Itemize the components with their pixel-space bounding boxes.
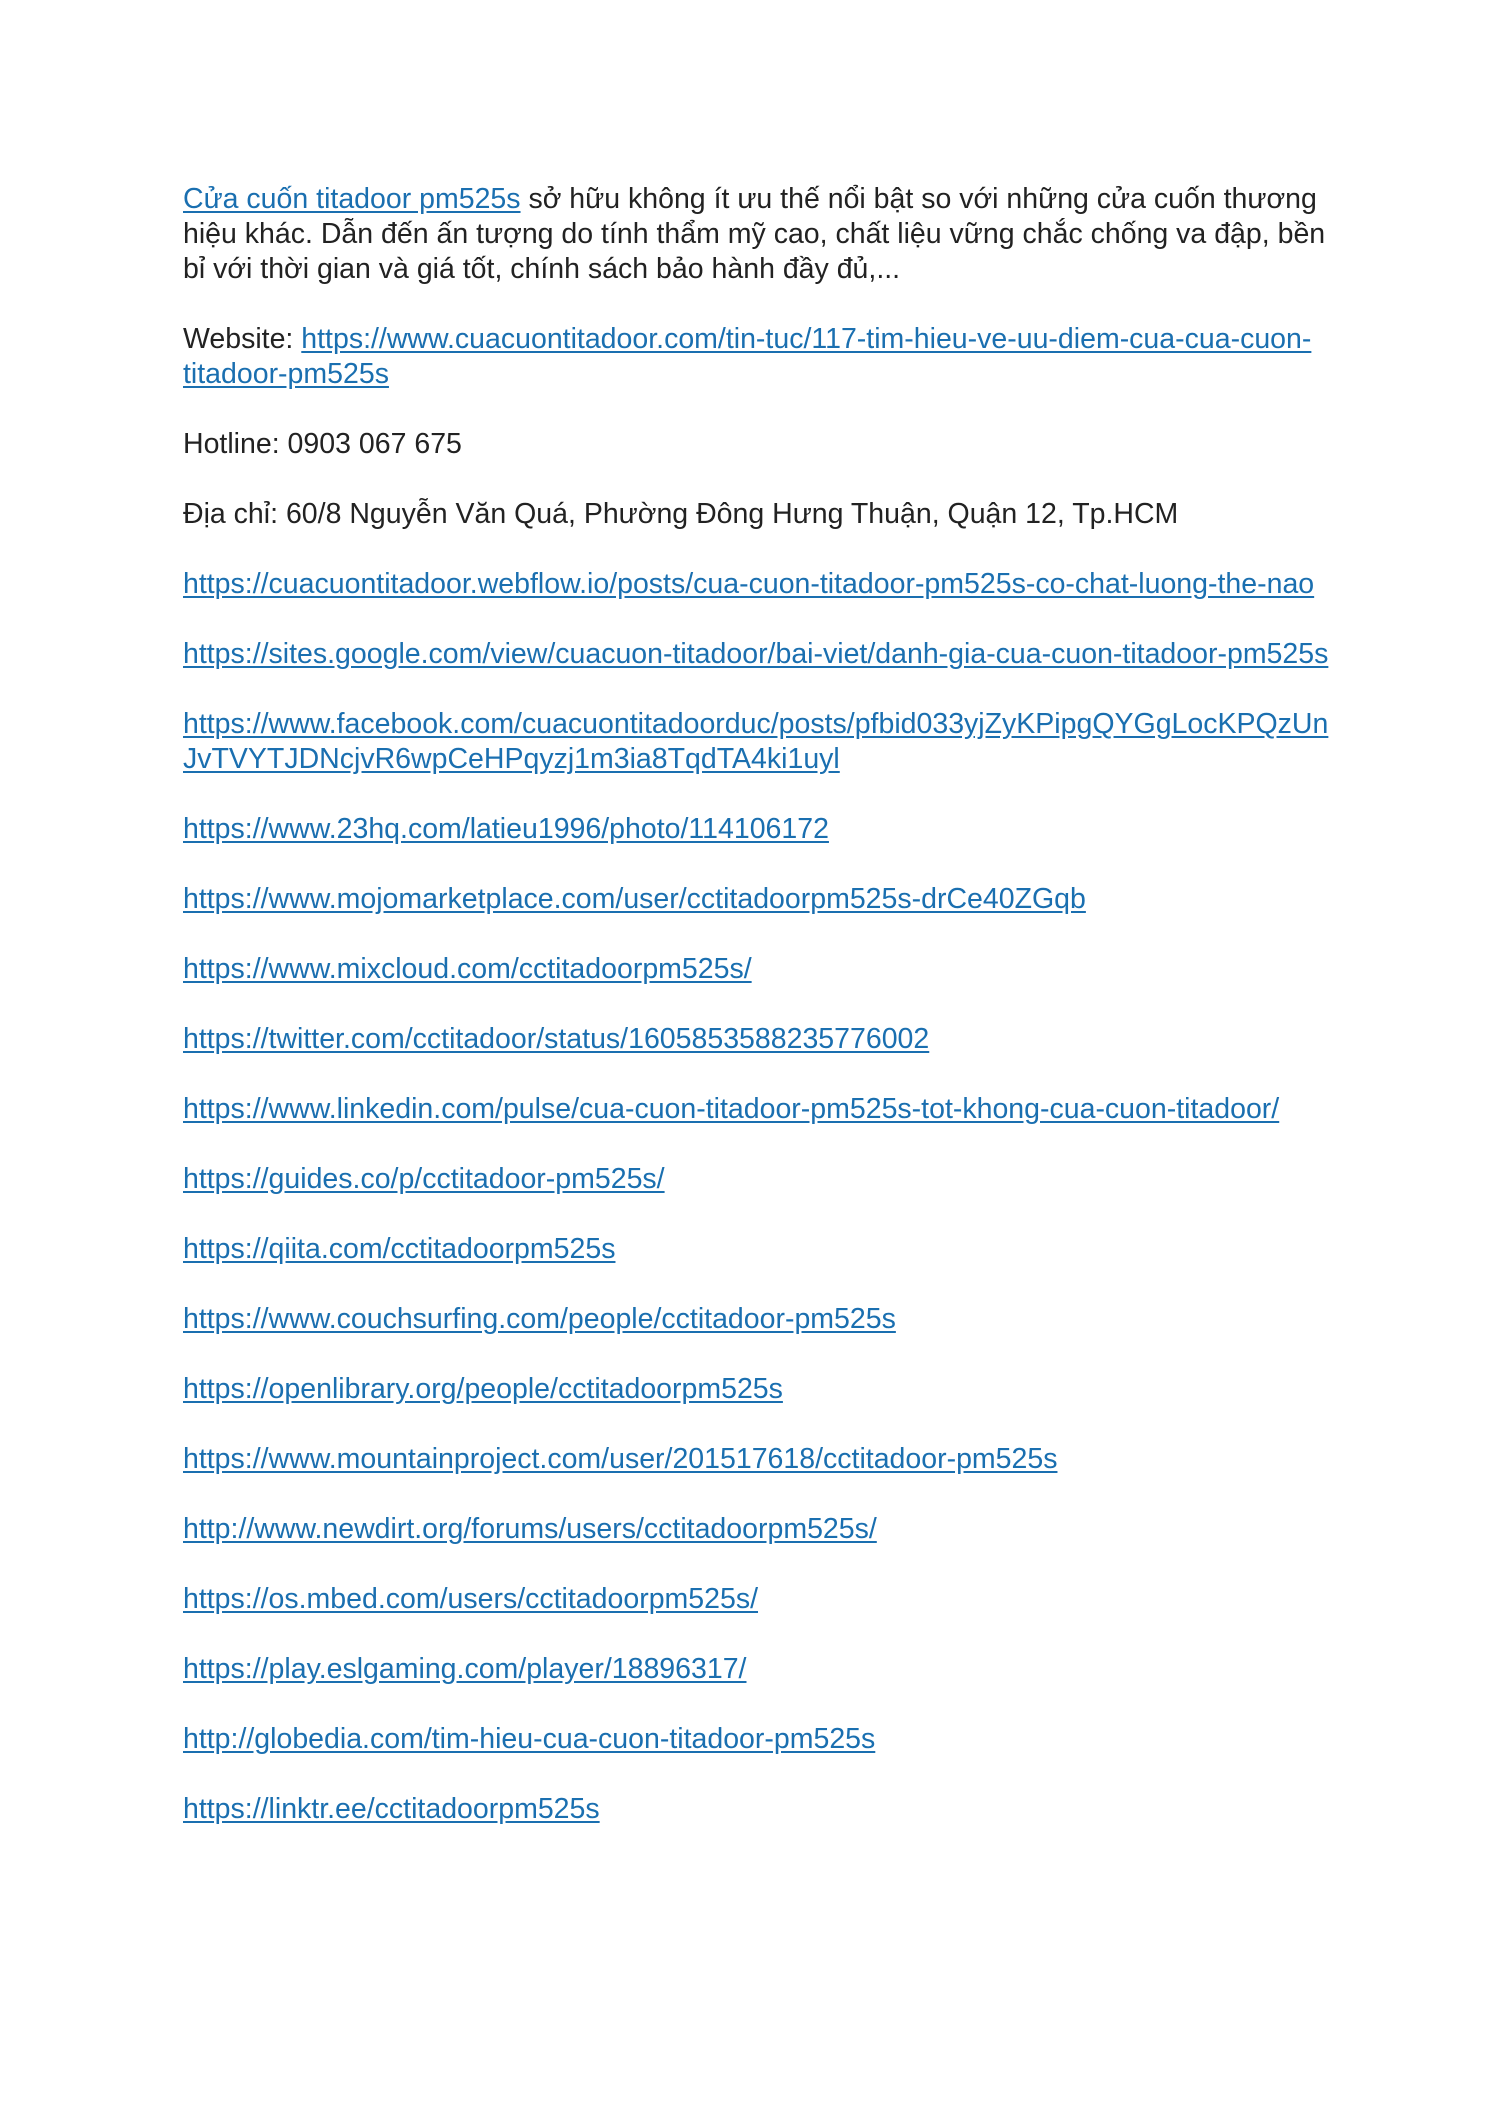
link[interactable]: https://cuacuontitadoor.webflow.io/posts/cua-cuon-titadoor-pm525s-co-chat-luong-the-nao xyxy=(183,568,1315,600)
link[interactable]: https://twitter.com/cctitadoor/status/1605853588235776002 xyxy=(183,1023,930,1055)
link-item xyxy=(183,1652,1331,1687)
link-item xyxy=(183,952,1331,987)
link-item xyxy=(183,1232,1331,1267)
link-item xyxy=(183,637,1331,672)
website-label: Website: xyxy=(183,323,302,355)
link[interactable]: https://www.23hq.com/latieu1996/photo/114106172 xyxy=(183,813,829,845)
link[interactable]: http://globedia.com/tim-hieu-cua-cuon-titadoor-pm525s xyxy=(183,1723,876,1755)
link-item xyxy=(183,1372,1331,1407)
link[interactable]: https://www.mojomarketplace.com/user/cctitadoorpm525s-drCe40ZGqb xyxy=(183,883,1086,915)
link[interactable]: https://openlibrary.org/people/cctitadoorpm525s xyxy=(183,1373,783,1405)
link-item xyxy=(183,1022,1331,1057)
link-item xyxy=(183,567,1331,602)
link-item xyxy=(183,812,1331,847)
link-item xyxy=(183,882,1331,917)
link[interactable]: https://www.mountainproject.com/user/201517618/cctitadoor-pm525s xyxy=(183,1443,1058,1475)
link-item xyxy=(183,1302,1331,1337)
link-item xyxy=(183,1092,1331,1127)
link-item xyxy=(183,1162,1331,1197)
intro-text: sở hữu không ít ưu thế nổi bật so với những cửa cuốn thương hiệu khác. Dẫn đến ấn tượng do tính thẩm mỹ cao, chất liệu vững chắc chống va đập, bền bỉ với thời gian và giá tốt, chính sách bảo hành đầy đủ,... xyxy=(183,183,1326,285)
link-item xyxy=(183,1722,1331,1757)
link-item xyxy=(183,707,1331,777)
link[interactable]: https://qiita.com/cctitadoorpm525s xyxy=(183,1233,616,1265)
intro-paragraph xyxy=(183,182,1331,287)
document-page xyxy=(183,182,1331,1862)
link[interactable]: https://www.facebook.com/cuacuontitadoorduc/posts/pfbid033yjZyKPipgQYGgLocKPQzUnJvTVYTJDNcjvR6wpCeHPqyzj1m3ia8TqdTA4ki1uyl xyxy=(183,708,1329,775)
intro-link[interactable]: Cửa cuốn titadoor pm525s xyxy=(183,183,521,215)
link-item xyxy=(183,1512,1331,1547)
link[interactable]: http://www.newdirt.org/forums/users/cctitadoorpm525s/ xyxy=(183,1513,877,1545)
link[interactable]: https://www.couchsurfing.com/people/cctitadoor-pm525s xyxy=(183,1303,896,1335)
link-list xyxy=(183,567,1331,1827)
link[interactable]: https://linktr.ee/cctitadoorpm525s xyxy=(183,1793,600,1825)
link[interactable]: https://sites.google.com/view/cuacuon-titadoor/bai-viet/danh-gia-cua-cuon-titadoor-pm525s xyxy=(183,638,1329,670)
website-paragraph xyxy=(183,322,1331,392)
link-item xyxy=(183,1792,1331,1827)
hotline: Hotline: 0903 067 675 xyxy=(183,428,462,460)
link[interactable]: https://os.mbed.com/users/cctitadoorpm525s/ xyxy=(183,1583,759,1615)
link[interactable]: https://guides.co/p/cctitadoor-pm525s/ xyxy=(183,1163,665,1195)
link-item xyxy=(183,1442,1331,1477)
website-link[interactable]: https://www.cuacuontitadoor.com/tin-tuc/117-tim-hieu-ve-uu-diem-cua-cua-cuon-titadoor-pm525s xyxy=(183,323,1312,390)
link-item xyxy=(183,1582,1331,1617)
link[interactable]: https://www.linkedin.com/pulse/cua-cuon-titadoor-pm525s-tot-khong-cua-cuon-titadoor/ xyxy=(183,1093,1280,1125)
link[interactable]: https://www.mixcloud.com/cctitadoorpm525s/ xyxy=(183,953,752,985)
link[interactable]: https://play.eslgaming.com/player/18896317/ xyxy=(183,1653,747,1685)
address: Địa chỉ: 60/8 Nguyễn Văn Quá, Phường Đông Hưng Thuận, Quận 12, Tp.HCM xyxy=(183,498,1179,530)
